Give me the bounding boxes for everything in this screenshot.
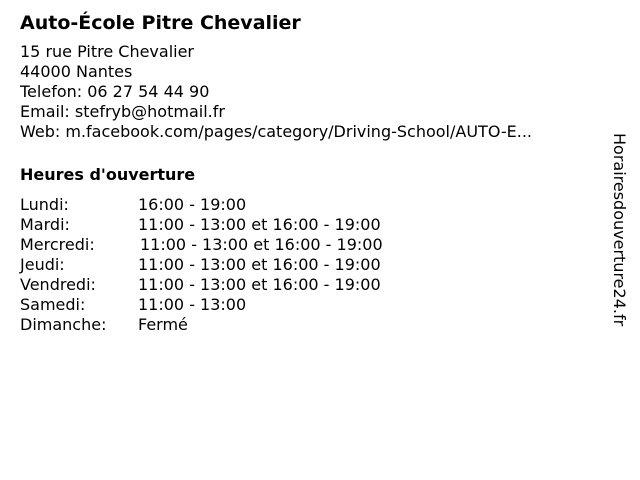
day-hours: 11:00 - 13:00 et 16:00 - 19:00 — [138, 255, 381, 274]
website-link[interactable]: Web: m.facebook.com/pages/category/Driving-School/AUTO-E... — [20, 122, 532, 141]
hours-row-thursday — [20, 255, 600, 275]
hours-row-saturday — [20, 295, 600, 315]
day-label: Mardi: — [20, 215, 70, 234]
day-label: Vendredi: — [20, 275, 96, 294]
address-block — [20, 42, 600, 142]
day-label: Mercredi: — [20, 235, 95, 254]
business-name: Auto-École Pitre Chevalier — [20, 12, 301, 34]
hours-row-wednesday — [20, 235, 600, 255]
day-label: Samedi: — [20, 295, 86, 314]
watermark: Horairesdouverture24.fr — [610, 133, 629, 327]
day-label: Dimanche: — [20, 315, 107, 334]
day-hours: 11:00 - 13:00 et 16:00 - 19:00 — [140, 235, 383, 254]
hours-row-friday — [20, 275, 600, 295]
business-card — [20, 10, 600, 335]
city-postcode: 44000 Nantes — [20, 62, 133, 81]
day-hours: Fermé — [138, 315, 188, 334]
day-label: Jeudi: — [20, 255, 65, 274]
phone-number: Telefon: 06 27 54 44 90 — [20, 82, 210, 101]
opening-hours-heading: Heures d'ouverture — [20, 165, 196, 184]
day-hours: 11:00 - 13:00 — [138, 295, 247, 314]
street-address: 15 rue Pitre Chevalier — [20, 42, 195, 61]
day-hours: 11:00 - 13:00 et 16:00 - 19:00 — [138, 215, 381, 234]
day-label: Lundi: — [20, 195, 69, 214]
hours-row-tuesday — [20, 215, 600, 235]
hours-row-monday — [20, 195, 600, 215]
day-hours: 16:00 - 19:00 — [138, 195, 247, 214]
day-hours: 11:00 - 13:00 et 16:00 - 19:00 — [138, 275, 381, 294]
opening-hours-table — [20, 195, 600, 335]
hours-row-sunday — [20, 315, 600, 335]
email-address: Email: stefryb@hotmail.fr — [20, 102, 225, 121]
